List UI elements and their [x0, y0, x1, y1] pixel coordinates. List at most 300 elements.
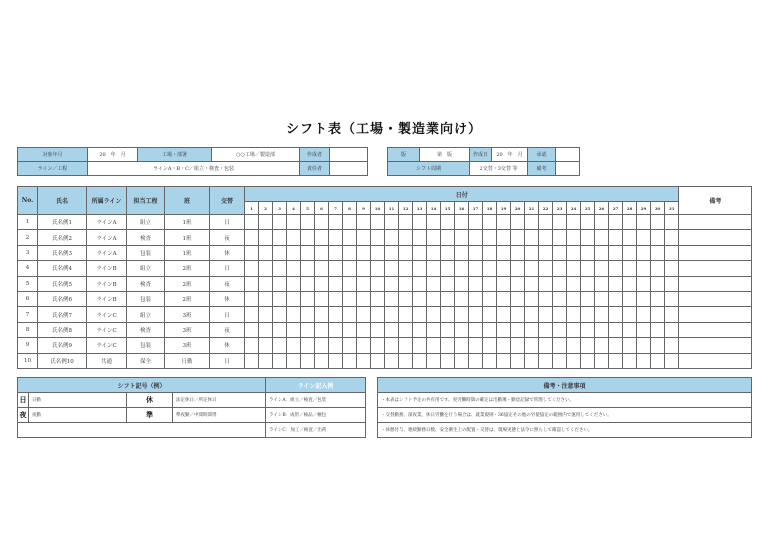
day-cell[interactable]: [413, 322, 427, 337]
day-cell[interactable]: [609, 322, 623, 337]
day-cell[interactable]: [651, 276, 665, 291]
day-cell[interactable]: [567, 261, 581, 276]
day-cell[interactable]: [497, 230, 511, 245]
day-cell[interactable]: [651, 338, 665, 353]
day-cell[interactable]: [287, 338, 301, 353]
day-cell[interactable]: [525, 245, 539, 260]
day-cell[interactable]: [399, 338, 413, 353]
day-cell[interactable]: [581, 276, 595, 291]
day-cell[interactable]: [259, 261, 273, 276]
day-cell[interactable]: [259, 215, 273, 230]
day-cell[interactable]: [595, 322, 609, 337]
day-cell[interactable]: [441, 291, 455, 306]
day-cell[interactable]: [553, 230, 567, 245]
day-cell[interactable]: [609, 276, 623, 291]
day-cell[interactable]: [525, 338, 539, 353]
day-cell[interactable]: [273, 338, 287, 353]
day-cell[interactable]: [343, 215, 357, 230]
day-cell[interactable]: [637, 322, 651, 337]
day-cell[interactable]: [497, 276, 511, 291]
day-cell[interactable]: [581, 230, 595, 245]
day-cell[interactable]: [343, 338, 357, 353]
day-cell[interactable]: [553, 353, 567, 368]
day-cell[interactable]: [273, 307, 287, 322]
day-cell[interactable]: [469, 215, 483, 230]
day-cell[interactable]: [245, 276, 259, 291]
day-cell[interactable]: [469, 245, 483, 260]
day-cell[interactable]: [553, 322, 567, 337]
day-cell[interactable]: [637, 307, 651, 322]
day-cell[interactable]: [595, 291, 609, 306]
day-cell[interactable]: [259, 338, 273, 353]
day-cell[interactable]: [385, 261, 399, 276]
day-cell[interactable]: [315, 230, 329, 245]
day-cell[interactable]: [357, 307, 371, 322]
day-cell[interactable]: [455, 230, 469, 245]
day-cell[interactable]: [539, 338, 553, 353]
day-cell[interactable]: [567, 291, 581, 306]
day-cell[interactable]: [651, 215, 665, 230]
day-cell[interactable]: [343, 353, 357, 368]
day-cell[interactable]: [553, 307, 567, 322]
day-cell[interactable]: [385, 215, 399, 230]
day-cell[interactable]: [427, 261, 441, 276]
day-cell[interactable]: [623, 322, 637, 337]
day-cell[interactable]: [553, 276, 567, 291]
day-cell[interactable]: [581, 307, 595, 322]
day-cell[interactable]: [609, 338, 623, 353]
day-cell[interactable]: [385, 276, 399, 291]
day-cell[interactable]: [637, 261, 651, 276]
day-cell[interactable]: [623, 215, 637, 230]
day-cell[interactable]: [553, 338, 567, 353]
day-cell[interactable]: [665, 353, 679, 368]
day-cell[interactable]: [301, 261, 315, 276]
day-cell[interactable]: [413, 230, 427, 245]
day-cell[interactable]: [665, 215, 679, 230]
day-cell[interactable]: [301, 322, 315, 337]
day-cell[interactable]: [357, 338, 371, 353]
day-cell[interactable]: [413, 338, 427, 353]
day-cell[interactable]: [511, 291, 525, 306]
day-cell[interactable]: [329, 245, 343, 260]
day-cell[interactable]: [511, 322, 525, 337]
day-cell[interactable]: [483, 215, 497, 230]
day-cell[interactable]: [595, 230, 609, 245]
day-cell[interactable]: [245, 245, 259, 260]
day-cell[interactable]: [455, 322, 469, 337]
day-cell[interactable]: [413, 353, 427, 368]
day-cell[interactable]: [399, 230, 413, 245]
day-cell[interactable]: [399, 215, 413, 230]
day-cell[interactable]: [343, 291, 357, 306]
day-cell[interactable]: [259, 245, 273, 260]
day-cell[interactable]: [665, 261, 679, 276]
day-cell[interactable]: [343, 276, 357, 291]
day-cell[interactable]: [539, 291, 553, 306]
day-cell[interactable]: [651, 353, 665, 368]
day-cell[interactable]: [413, 245, 427, 260]
day-cell[interactable]: [245, 307, 259, 322]
day-cell[interactable]: [357, 353, 371, 368]
day-cell[interactable]: [525, 261, 539, 276]
day-cell[interactable]: [539, 322, 553, 337]
day-cell[interactable]: [539, 245, 553, 260]
day-cell[interactable]: [539, 261, 553, 276]
day-cell[interactable]: [385, 230, 399, 245]
day-cell[interactable]: [553, 261, 567, 276]
day-cell[interactable]: [413, 261, 427, 276]
day-cell[interactable]: [343, 307, 357, 322]
day-cell[interactable]: [287, 307, 301, 322]
day-cell[interactable]: [637, 338, 651, 353]
day-cell[interactable]: [413, 307, 427, 322]
day-cell[interactable]: [399, 276, 413, 291]
day-cell[interactable]: [371, 215, 385, 230]
day-cell[interactable]: [511, 276, 525, 291]
day-cell[interactable]: [623, 307, 637, 322]
day-cell[interactable]: [567, 353, 581, 368]
day-cell[interactable]: [455, 276, 469, 291]
day-cell[interactable]: [483, 338, 497, 353]
day-cell[interactable]: [273, 276, 287, 291]
day-cell[interactable]: [357, 322, 371, 337]
day-cell[interactable]: [609, 215, 623, 230]
day-cell[interactable]: [343, 261, 357, 276]
day-cell[interactable]: [287, 261, 301, 276]
day-cell[interactable]: [259, 291, 273, 306]
day-cell[interactable]: [595, 276, 609, 291]
day-cell[interactable]: [329, 276, 343, 291]
day-cell[interactable]: [329, 338, 343, 353]
day-cell[interactable]: [427, 230, 441, 245]
day-cell[interactable]: [665, 291, 679, 306]
day-cell[interactable]: [427, 322, 441, 337]
day-cell[interactable]: [497, 215, 511, 230]
day-cell[interactable]: [497, 353, 511, 368]
day-cell[interactable]: [497, 307, 511, 322]
day-cell[interactable]: [539, 215, 553, 230]
day-cell[interactable]: [525, 230, 539, 245]
day-cell[interactable]: [441, 245, 455, 260]
notes-cell[interactable]: [679, 338, 752, 353]
day-cell[interactable]: [287, 245, 301, 260]
day-cell[interactable]: [497, 245, 511, 260]
day-cell[interactable]: [581, 215, 595, 230]
day-cell[interactable]: [385, 307, 399, 322]
day-cell[interactable]: [245, 322, 259, 337]
day-cell[interactable]: [371, 276, 385, 291]
day-cell[interactable]: [273, 230, 287, 245]
day-cell[interactable]: [427, 353, 441, 368]
day-cell[interactable]: [469, 338, 483, 353]
day-cell[interactable]: [623, 353, 637, 368]
created-value[interactable]: 20 年 月: [492, 148, 528, 162]
day-cell[interactable]: [567, 230, 581, 245]
day-cell[interactable]: [245, 230, 259, 245]
day-cell[interactable]: [427, 338, 441, 353]
day-cell[interactable]: [329, 215, 343, 230]
day-cell[interactable]: [511, 215, 525, 230]
day-cell[interactable]: [623, 276, 637, 291]
day-cell[interactable]: [595, 353, 609, 368]
day-cell[interactable]: [665, 322, 679, 337]
day-cell[interactable]: [539, 276, 553, 291]
day-cell[interactable]: [399, 353, 413, 368]
day-cell[interactable]: [469, 291, 483, 306]
day-cell[interactable]: [259, 353, 273, 368]
day-cell[interactable]: [315, 353, 329, 368]
day-cell[interactable]: [483, 322, 497, 337]
day-cell[interactable]: [497, 338, 511, 353]
day-cell[interactable]: [315, 245, 329, 260]
day-cell[interactable]: [427, 276, 441, 291]
day-cell[interactable]: [301, 215, 315, 230]
day-cell[interactable]: [483, 353, 497, 368]
day-cell[interactable]: [371, 322, 385, 337]
day-cell[interactable]: [511, 307, 525, 322]
day-cell[interactable]: [623, 230, 637, 245]
day-cell[interactable]: [511, 245, 525, 260]
day-cell[interactable]: [315, 307, 329, 322]
day-cell[interactable]: [469, 276, 483, 291]
day-cell[interactable]: [259, 307, 273, 322]
day-cell[interactable]: [371, 230, 385, 245]
day-cell[interactable]: [637, 245, 651, 260]
day-cell[interactable]: [609, 245, 623, 260]
day-cell[interactable]: [567, 322, 581, 337]
day-cell[interactable]: [665, 276, 679, 291]
day-cell[interactable]: [329, 353, 343, 368]
day-cell[interactable]: [441, 230, 455, 245]
day-cell[interactable]: [245, 338, 259, 353]
day-cell[interactable]: [385, 338, 399, 353]
day-cell[interactable]: [301, 230, 315, 245]
day-cell[interactable]: [497, 322, 511, 337]
day-cell[interactable]: [511, 338, 525, 353]
day-cell[interactable]: [455, 307, 469, 322]
day-cell[interactable]: [595, 338, 609, 353]
day-cell[interactable]: [525, 307, 539, 322]
day-cell[interactable]: [273, 353, 287, 368]
day-cell[interactable]: [483, 307, 497, 322]
day-cell[interactable]: [287, 322, 301, 337]
day-cell[interactable]: [287, 276, 301, 291]
day-cell[interactable]: [357, 230, 371, 245]
day-cell[interactable]: [539, 353, 553, 368]
day-cell[interactable]: [315, 338, 329, 353]
day-cell[interactable]: [343, 322, 357, 337]
day-cell[interactable]: [301, 307, 315, 322]
day-cell[interactable]: [595, 215, 609, 230]
remarks-value[interactable]: [556, 162, 580, 176]
day-cell[interactable]: [581, 245, 595, 260]
day-cell[interactable]: [357, 261, 371, 276]
day-cell[interactable]: [413, 291, 427, 306]
day-cell[interactable]: [637, 291, 651, 306]
day-cell[interactable]: [665, 230, 679, 245]
day-cell[interactable]: [497, 291, 511, 306]
day-cell[interactable]: [623, 261, 637, 276]
line-value[interactable]: ラインA・B・C／組立・検査・包装: [88, 162, 300, 176]
day-cell[interactable]: [371, 338, 385, 353]
day-cell[interactable]: [469, 322, 483, 337]
day-cell[interactable]: [637, 276, 651, 291]
day-cell[interactable]: [301, 276, 315, 291]
factory-value[interactable]: ○○工場／製造部: [212, 148, 300, 162]
day-cell[interactable]: [651, 245, 665, 260]
day-cell[interactable]: [511, 261, 525, 276]
cycle-value[interactable]: 2交替・3交替 等: [470, 162, 528, 176]
day-cell[interactable]: [441, 338, 455, 353]
day-cell[interactable]: [651, 291, 665, 306]
day-cell[interactable]: [441, 322, 455, 337]
day-cell[interactable]: [623, 338, 637, 353]
day-cell[interactable]: [525, 353, 539, 368]
day-cell[interactable]: [287, 230, 301, 245]
day-cell[interactable]: [357, 245, 371, 260]
day-cell[interactable]: [623, 245, 637, 260]
day-cell[interactable]: [595, 245, 609, 260]
notes-cell[interactable]: [679, 291, 752, 306]
day-cell[interactable]: [399, 291, 413, 306]
day-cell[interactable]: [259, 230, 273, 245]
day-cell[interactable]: [329, 261, 343, 276]
notes-cell[interactable]: [679, 276, 752, 291]
day-cell[interactable]: [525, 291, 539, 306]
day-cell[interactable]: [469, 230, 483, 245]
day-cell[interactable]: [483, 276, 497, 291]
day-cell[interactable]: [287, 215, 301, 230]
day-cell[interactable]: [399, 322, 413, 337]
day-cell[interactable]: [385, 353, 399, 368]
day-cell[interactable]: [357, 215, 371, 230]
day-cell[interactable]: [623, 291, 637, 306]
notes-cell[interactable]: [679, 307, 752, 322]
day-cell[interactable]: [455, 215, 469, 230]
day-cell[interactable]: [329, 307, 343, 322]
day-cell[interactable]: [245, 215, 259, 230]
day-cell[interactable]: [371, 307, 385, 322]
day-cell[interactable]: [651, 261, 665, 276]
day-cell[interactable]: [483, 245, 497, 260]
target-month-value[interactable]: 20 年 月: [88, 148, 138, 162]
day-cell[interactable]: [609, 307, 623, 322]
day-cell[interactable]: [483, 261, 497, 276]
day-cell[interactable]: [553, 215, 567, 230]
day-cell[interactable]: [553, 245, 567, 260]
day-cell[interactable]: [567, 215, 581, 230]
day-cell[interactable]: [413, 215, 427, 230]
day-cell[interactable]: [259, 322, 273, 337]
day-cell[interactable]: [371, 245, 385, 260]
day-cell[interactable]: [329, 291, 343, 306]
day-cell[interactable]: [609, 230, 623, 245]
day-cell[interactable]: [427, 307, 441, 322]
day-cell[interactable]: [301, 291, 315, 306]
day-cell[interactable]: [539, 307, 553, 322]
day-cell[interactable]: [455, 353, 469, 368]
day-cell[interactable]: [273, 261, 287, 276]
day-cell[interactable]: [567, 245, 581, 260]
day-cell[interactable]: [371, 353, 385, 368]
day-cell[interactable]: [301, 338, 315, 353]
notes-cell[interactable]: [679, 261, 752, 276]
day-cell[interactable]: [651, 230, 665, 245]
day-cell[interactable]: [329, 230, 343, 245]
day-cell[interactable]: [567, 338, 581, 353]
day-cell[interactable]: [567, 276, 581, 291]
notes-cell[interactable]: [679, 353, 752, 368]
day-cell[interactable]: [581, 261, 595, 276]
day-cell[interactable]: [315, 215, 329, 230]
day-cell[interactable]: [315, 261, 329, 276]
version-value[interactable]: 第 版: [420, 148, 470, 162]
day-cell[interactable]: [245, 291, 259, 306]
responsible-value[interactable]: [330, 162, 368, 176]
day-cell[interactable]: [581, 353, 595, 368]
day-cell[interactable]: [371, 291, 385, 306]
notes-cell[interactable]: [679, 230, 752, 245]
approval-value[interactable]: [556, 148, 580, 162]
day-cell[interactable]: [441, 215, 455, 230]
day-cell[interactable]: [343, 245, 357, 260]
day-cell[interactable]: [371, 261, 385, 276]
day-cell[interactable]: [651, 322, 665, 337]
day-cell[interactable]: [455, 245, 469, 260]
day-cell[interactable]: [399, 307, 413, 322]
day-cell[interactable]: [273, 322, 287, 337]
day-cell[interactable]: [581, 338, 595, 353]
day-cell[interactable]: [301, 245, 315, 260]
day-cell[interactable]: [441, 276, 455, 291]
day-cell[interactable]: [609, 353, 623, 368]
day-cell[interactable]: [399, 261, 413, 276]
notes-cell[interactable]: [679, 215, 752, 230]
day-cell[interactable]: [567, 307, 581, 322]
day-cell[interactable]: [511, 230, 525, 245]
day-cell[interactable]: [413, 276, 427, 291]
day-cell[interactable]: [287, 353, 301, 368]
day-cell[interactable]: [273, 291, 287, 306]
day-cell[interactable]: [287, 291, 301, 306]
day-cell[interactable]: [581, 322, 595, 337]
day-cell[interactable]: [525, 322, 539, 337]
day-cell[interactable]: [525, 215, 539, 230]
day-cell[interactable]: [553, 291, 567, 306]
day-cell[interactable]: [637, 230, 651, 245]
day-cell[interactable]: [441, 307, 455, 322]
day-cell[interactable]: [357, 276, 371, 291]
creator-value[interactable]: [330, 148, 368, 162]
day-cell[interactable]: [637, 353, 651, 368]
day-cell[interactable]: [525, 276, 539, 291]
day-cell[interactable]: [651, 307, 665, 322]
day-cell[interactable]: [273, 215, 287, 230]
day-cell[interactable]: [273, 245, 287, 260]
day-cell[interactable]: [595, 261, 609, 276]
day-cell[interactable]: [385, 291, 399, 306]
day-cell[interactable]: [245, 261, 259, 276]
day-cell[interactable]: [315, 276, 329, 291]
day-cell[interactable]: [343, 230, 357, 245]
day-cell[interactable]: [259, 276, 273, 291]
day-cell[interactable]: [595, 307, 609, 322]
day-cell[interactable]: [385, 245, 399, 260]
day-cell[interactable]: [385, 322, 399, 337]
day-cell[interactable]: [665, 245, 679, 260]
notes-cell[interactable]: [679, 322, 752, 337]
